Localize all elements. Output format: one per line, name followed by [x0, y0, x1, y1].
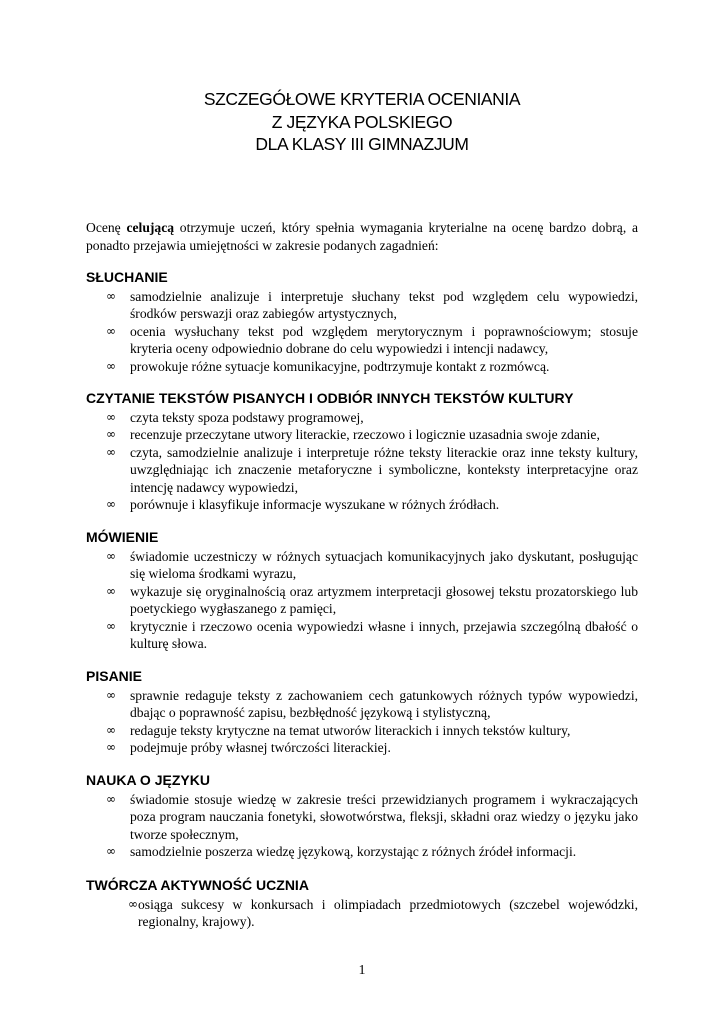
list-item — [86, 288, 638, 323]
infinity-bullet-icon: ∞ — [106, 583, 116, 598]
infinity-bullet-icon: ∞ — [106, 618, 116, 633]
section-heading: MÓWIENIE — [86, 529, 159, 545]
list-item-text: samodzielnie poszerza wiedzę językową, korzystając z różnych źródeł informacji. — [130, 844, 577, 860]
list-item-text: wykazuje się oryginalnością oraz artyzmem interpretacji głosowej tekstu prozatorskiego lub poetyckiego wygłaszanego z pamięci, — [130, 583, 638, 617]
infinity-bullet-icon: ∞ — [106, 289, 116, 303]
section-heading: CZYTANIE TEKSTÓW PISANYCH I ODBIÓR INNYCH TEKSTÓW KULTURY — [86, 390, 574, 406]
list-item — [86, 722, 638, 739]
section-heading: PISANIE — [86, 668, 143, 684]
section-sluchanie — [86, 268, 638, 375]
infinity-bullet-icon: ∞ — [106, 444, 116, 459]
title-line-3: DLA KLASY III GIMNAZJUM — [255, 134, 469, 154]
list-item — [86, 426, 638, 443]
list-item-text: czyta, samodzielnie analizuje i interpretuje różne teksty literackie oraz inne teksty kultury, uwzględniając ich znaczenie metaforyczne i symboliczne, konteksty interpretacyjne oraz intencję nadawcy wypowiedzi, — [130, 444, 638, 495]
list-item — [86, 409, 638, 426]
section-mowienie — [86, 528, 638, 652]
infinity-bullet-icon: ∞ — [106, 427, 116, 442]
infinity-bullet-icon: ∞ — [106, 740, 116, 755]
list-item — [86, 687, 638, 722]
infinity-bullet-icon: ∞ — [128, 897, 138, 911]
page-number: 1 — [358, 963, 366, 978]
list-item — [86, 739, 638, 756]
section-heading: NAUKA O JĘZYKU — [86, 772, 210, 788]
infinity-bullet-icon: ∞ — [106, 358, 116, 373]
title-line-1: SZCZEGÓŁOWE KRYTERIA OCENIANIA — [203, 89, 521, 109]
list-item-text: krytycznie i rzeczowo ocenia wypowiedzi własne i innych, przejawia szczególną dbałość o kulturę słowa. — [130, 618, 638, 652]
document-title — [0, 88, 724, 156]
list-item-text: osiąga sukcesy w konkursach i olimpiadach przedmiotowych (szczebel wojewódzki, regionalny, krajowy). — [138, 897, 638, 930]
section-nauka-o-jezyku — [86, 771, 638, 861]
list-item — [86, 791, 638, 843]
infinity-bullet-icon: ∞ — [106, 688, 116, 702]
infinity-bullet-icon: ∞ — [106, 323, 116, 338]
intro-grade: celującą — [126, 220, 175, 235]
list-item-text: czyta teksty spoza podstawy programowej, — [130, 410, 364, 425]
infinity-bullet-icon: ∞ — [106, 410, 116, 424]
list-item — [86, 843, 638, 860]
list-item-text: samodzielnie analizuje i interpretuje słuchany tekst pod względem celu wypowiedzi, środków perswazji oraz zabiegów artystycznych, — [130, 289, 638, 322]
title-line-2: Z JĘZYKA POLSKIEGO — [271, 111, 453, 132]
list-item-text: recenzuje przeczytane utwory literackie, rzeczowo i logicznie uzasadnia swoje zdanie, — [130, 427, 600, 443]
list-item — [86, 496, 638, 513]
list-item-text: sprawnie redaguje teksty z zachowaniem cech gatunkowych różnych typów wypowiedzi, dbając o poprawność zapisu, bezbłędność językową i stylistyczną, — [130, 688, 638, 721]
infinity-bullet-icon: ∞ — [106, 497, 116, 512]
list-item-text: podejmuje próby własnej twórczości literackiej. — [130, 740, 391, 756]
list-item-text: świadomie uczestniczy w różnych sytuacjach komunikacyjnych jako dyskutant, posługując się wieloma środkami wyrazu, — [130, 549, 638, 582]
list-item — [86, 896, 638, 931]
section-czytanie — [86, 389, 638, 513]
intro-paragraph — [86, 219, 638, 255]
list-item-text: redaguje teksty krytyczne na temat utworów literackich i innych tekstów kultury, — [130, 722, 571, 738]
infinity-bullet-icon: ∞ — [106, 549, 116, 563]
list-item — [86, 444, 638, 496]
infinity-bullet-icon: ∞ — [106, 844, 116, 859]
list-item — [86, 583, 638, 618]
section-pisanie — [86, 667, 638, 757]
intro-text-before: Ocenę — [86, 220, 127, 235]
section-tworcza-aktywnosc — [86, 876, 638, 931]
infinity-bullet-icon: ∞ — [106, 722, 116, 737]
list-item-text: prowokuje różne sytuacje komunikacyjne, podtrzymuje kontakt z rozmówcą. — [130, 358, 550, 374]
list-item — [86, 618, 638, 653]
infinity-bullet-icon: ∞ — [106, 792, 116, 806]
intro-text-after: otrzymuje uczeń, który spełnia wymagania kryterialne na ocenę bardzo dobrą, a ponadto przejawia umiejętności w zakresie podanych zagadnień: — [86, 220, 638, 253]
section-heading: TWÓRCZA AKTYWNOŚĆ UCZNIA — [86, 877, 309, 893]
list-item — [86, 548, 638, 583]
section-heading: SŁUCHANIE — [86, 269, 168, 285]
list-item — [86, 323, 638, 358]
list-item — [86, 358, 638, 375]
list-item-text: świadomie stosuje wiedzę w zakresie treści przewidzianych programem i wykraczających poza program nauczania fonetyki, słowotwórstwa, fleksji, składni oraz wiedzy o języku jako tworze społecznym, — [130, 792, 638, 842]
list-item-text: porównuje i klasyfikuje informacje wyszukane w różnych źródłach. — [130, 497, 500, 513]
list-item-text: ocenia wysłuchany tekst pod względem merytorycznym i poprawnościowym; stosuje kryteria oceny odpowiednio dobrane do celu wypowiedzi i intencji nadawcy, — [130, 323, 638, 357]
